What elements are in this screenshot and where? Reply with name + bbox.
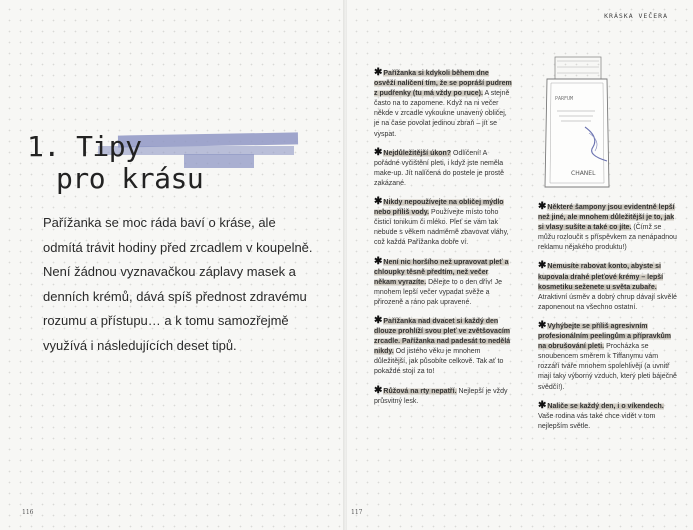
tip-body: Od jistého věku je mnohem důležitější, jak působíte celkově. Tak ať to pokaždé stojí za to! — [374, 348, 504, 376]
star-bullet-icon: ✱ — [374, 314, 383, 326]
star-bullet-icon: ✱ — [538, 201, 547, 212]
sketch-label: PARFUM — [555, 96, 574, 102]
tip-heading: Nemusíte rabovat konto, abyste si kupovala drahé pleťové krémy – lepší kosmetiku seženete u světa zubaře. — [538, 263, 664, 291]
title-line-2: pro krásu — [56, 162, 204, 195]
tip-heading: Růžová na rty nepatří. — [383, 387, 457, 395]
tip-body: Vaše rodina vás také chce vidět v tom nejlepším světle. — [538, 412, 656, 430]
intro-paragraph: Pařížanka se moc ráda baví o kráse, ale odmítá trávit hodiny před zrcadlem v koupelně. Není žádnou vyznavačkou záplavy masek a denních krémů, dává spíš přednost zdravému rozumu a přístupu… a k tomu samozřejmě využívá i následujících deset tipů. — [43, 215, 313, 353]
page-number-right: 117 — [351, 509, 363, 516]
star-bullet-icon: ✱ — [374, 146, 383, 158]
tip-body: Atraktivní úsměv a dobrý chrup dávají skvělé zaponenout na všechno ostatní. — [538, 293, 677, 311]
page-number-left: 116 — [22, 509, 34, 516]
tips-column-left — [374, 69, 512, 407]
star-bullet-icon: ✱ — [538, 260, 547, 272]
tip-item — [374, 255, 512, 308]
tip-heading: Nejdůležitější úkon? — [383, 149, 452, 157]
tip-body: Procházka se snoubencem směrem k Tiffanymu vám rozzáří tváře mnohem spolehlivěji (a uvnitř mají taky výborný vzduch, který pleti báječně svědčí!). — [538, 343, 677, 391]
star-bullet-icon: ✱ — [374, 255, 383, 267]
tip-item — [538, 262, 678, 312]
star-bullet-icon: ✱ — [538, 399, 547, 411]
tip-item — [374, 69, 512, 140]
tip-item — [374, 198, 512, 248]
tip-item — [538, 319, 678, 393]
tips-column-right — [538, 203, 678, 432]
tip-body: Nejlepší je vždy průsvitný lesk. — [374, 387, 508, 405]
perfume-bottle-sketch — [541, 53, 613, 193]
tip-heading: Nikdy nepoužívejte na obličej mýdlo nebo příliš vody. — [374, 199, 504, 217]
star-bullet-icon: ✱ — [374, 384, 383, 396]
title-line-1: 1. Tipy — [27, 130, 142, 163]
tip-item — [374, 146, 512, 189]
tip-body: Dělejte to o den dřív! Je mnohem lepší večer vypadat svěže a přirozeně a ráno pak upravené. — [374, 278, 503, 306]
tip-body: Odlíčení! A pořádné vyčištění pleti, i když jste neměla make-up. Jít nalíčená do postele je prostě zakázané. — [374, 149, 504, 187]
tip-heading: Některé šampony jsou evidentně lepší než jiné, ale mnohem důležitější je to, jak si vlasy sušíte a také co jíte. — [538, 204, 675, 232]
tip-item — [538, 203, 678, 253]
tip-heading: Vyhýbejte se příliš agresivním profesionálním peelingům a přípravkům na obrušování pleti. — [538, 322, 672, 351]
left-page — [0, 0, 344, 530]
running-header: KRÁSKA VEČERA — [604, 12, 668, 20]
tip-heading: Pařížanka si kdykoli během dne osvěží nalíčení tím, že se popráší pudrem z pudřenky (tu má vždy po ruce). — [374, 70, 512, 98]
star-bullet-icon: ✱ — [374, 196, 383, 208]
tip-item — [374, 314, 512, 378]
star-bullet-icon: ✱ — [538, 319, 547, 331]
sketch-brand: CHANEL — [571, 170, 596, 177]
tip-item — [538, 399, 678, 432]
tip-body: (Čímž se můžu rozloučit s příspěvkem za nenápadnou reklamu nějakého produktu!) — [538, 224, 677, 252]
tip-heading: Není nic horšího než upravovat pleť a chloupky těsně předtím, než večer někam vyrazíte. — [374, 258, 509, 286]
tip-heading: Naliče se každý den, i o víkendech. — [547, 402, 664, 410]
star-bullet-icon: ✱ — [374, 67, 383, 78]
tip-heading: Pařížanka nad dvacet si každý den dlouze prohlíží svou pleť ve zvětšovacím zrcadle. Pařížanka nad padesát to nedělá nikdy. — [374, 317, 511, 356]
tip-item — [374, 384, 512, 407]
chapter-title — [27, 131, 203, 195]
tip-body: A stejně často na to zapomene. Když na ni večer někde v zrcadle vykoukne unavený obličej, je na čase povolat jedinou zbraň – jít se vyspat. — [374, 90, 510, 138]
tip-body: Používejte místo toho čisticí tonikum či mléko. Pleť se vám tak nebude s věkem nadměrně zbavovat vláhy, což každá Pařížanka dobře ví. — [374, 209, 509, 247]
